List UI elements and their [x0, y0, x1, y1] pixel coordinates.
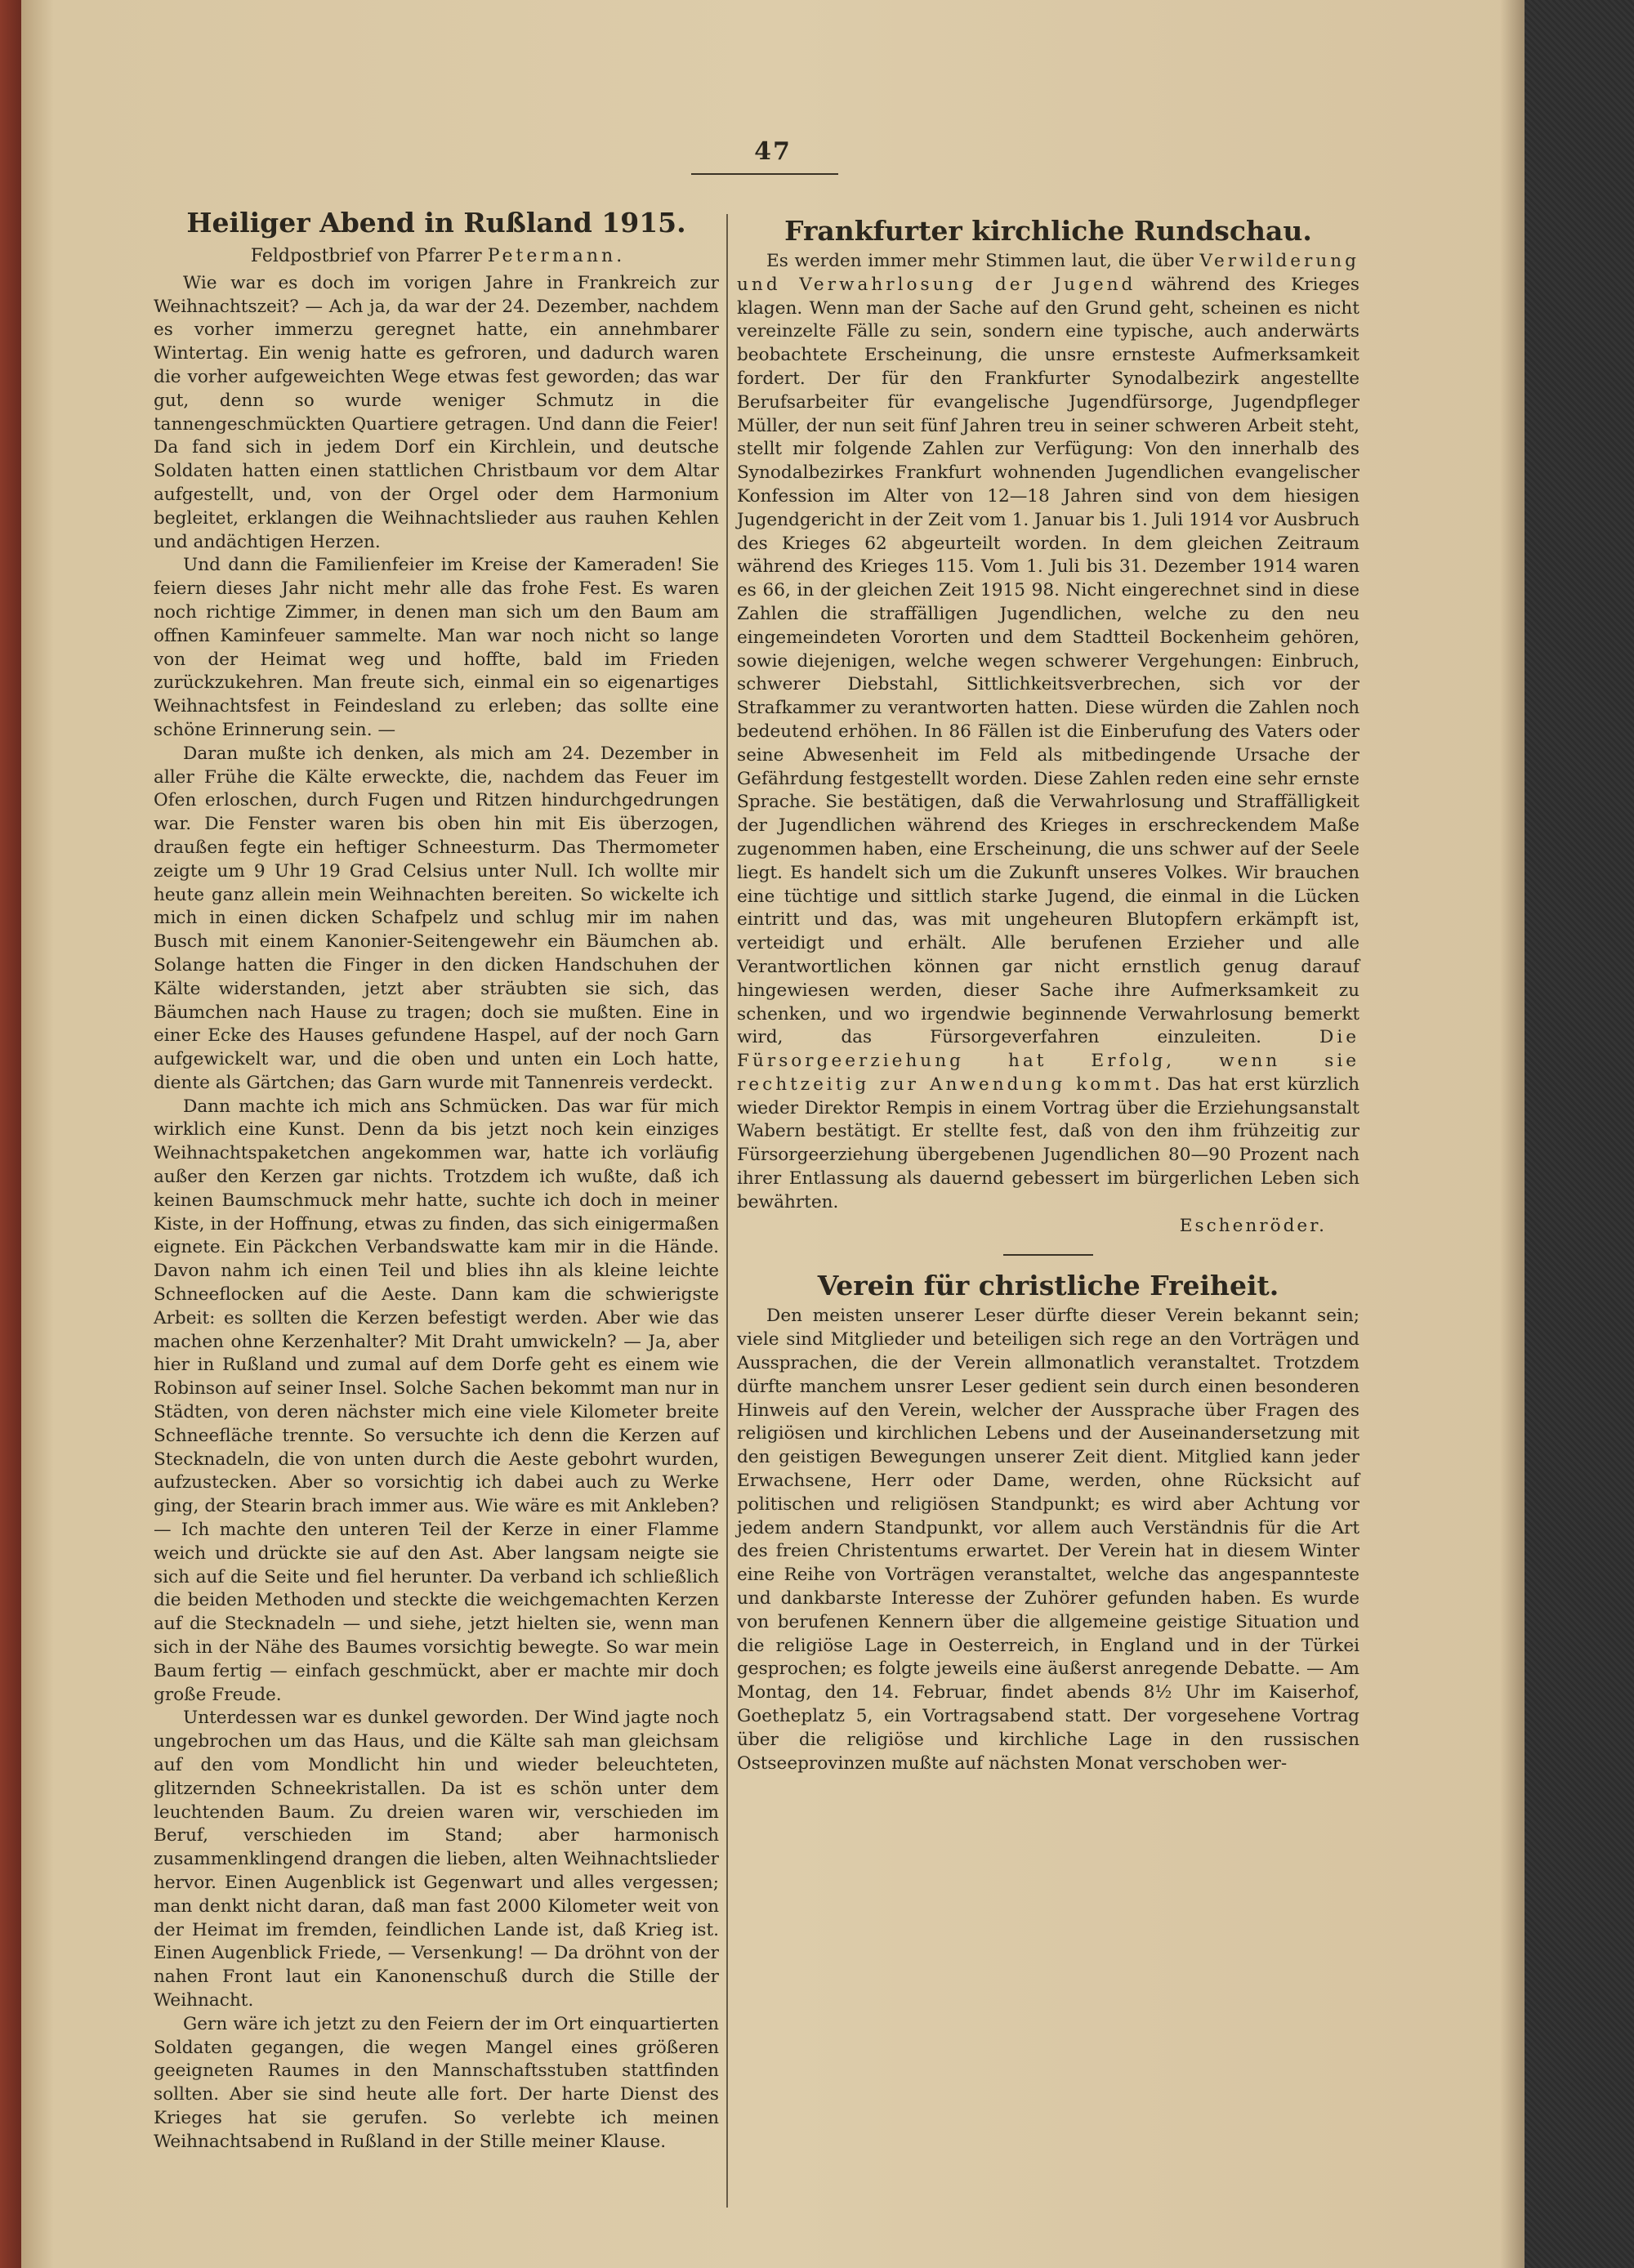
- text-run: während des Krieges klagen. Wenn man der Sache auf den Grund geht, scheinen es nicht vereinzelte Fälle zu sein, sondern eine typische, auch anderwärts beobachtete Erscheinung, die unsre ernsteste Aufmerksamkeit fordert. Der für den Frankfurter Synodalbezirk angestellte Berufsarbeiter für evangelische Jugendfürsorge, Jugendpfleger Müller, der nun seit fünf Jahren treu in seiner schweren Arbeit steht, stellt mir folgende Zahlen zur Verfügung: Von den innerhalb des Synodalbezirkes Frankfurt wohnenden Jugendlichen evangelischer Konfession im Alter von 12—18 Jahren sind von dem hiesigen Jugendgericht in der Zeit vom 1. Januar bis 1. Juli 1914 vor Ausbruch des Krieges 62 abgeurteilt worden. In dem gleichen Zeitraum während des Krieges 115. Vom 1. Juli bis 31. Dezember 1914 waren es 66, in der gleichen Zeit 1915 98. Nicht eingerechnet sind in diese Zahlen die straffälligen Jugendlichen, welche zu den neu eingemeindeten Vororten und dem Stadtteil Bockenheim gehören, sowie diejenigen, welche wegen schwerer Vergehungen: Einbruch, schwerer Diebstahl, Sittlichkeitsverbrechen, sich vor der Strafkammer zu verantworten hatten. Diese würden die Zahlen noch bedeutend erhöhen. In 86 Fällen ist die Einberufung des Vaters oder seine Abwesenheit im Feld als mitbedingende Ursache der Gefährdung festgestellt worden. Diese Zahlen reden eine sehr ernste Sprache. Sie bestätigen, daß die Verwahrlosung und Straffälligkeit der Jugendlichen während des Krieges in erschreckendem Maße zugenommen haben, eine Erscheinung, die uns schwer auf der Seele liegt. Es handelt sich um die Zukunft unseres Volkes. Wir brauchen eine tüchtige und sittlich starke Jugend, die einmal in die Lücken eintritt und das, was mit ungeheuren Blutopfern erkämpft ist, verteidigt und erhält. Alle berufenen Erzieher und alle Verantwortlichen können gar nicht ernstlich genug darauf hingewiesen werden, dieser Sache ihre Aufmerksamkeit zu schenken, und wo irgendwie beginnende Verwahrlosung bemerkt wird, das Fürsorgeverfahren einzuleiten.: [737, 274, 1359, 1048]
- text-run: . Das hat erst kürzlich wieder Direktor Rempis in einem Vortrag über die Erziehungsanstalt Wabern bestätigt. Er stellte fest, daß von den ihm frühzeitig zur Fürsorgeerziehung übergebenen Jugendlichen 80—90 Prozent nach ihrer Entlassung als dauernd gebessert im bürgerlichen Leben sich bewährten.: [737, 1074, 1359, 1212]
- text-run: Es werden immer mehr Stimmen laut, die über: [766, 251, 1200, 271]
- paragraph: Gern wäre ich jetzt zu den Feiern der im Ort einquartierten Soldaten gegangen, die wegen Mangel eines größeren geeigneten Raumes in den Mannschaftsstuben stattfinden sollten. Aber sie sind heute alle fort. Der harte Dienst des Krieges hat sie gerufen. So verlebte ich meinen Weihnachtsabend in Rußland in der Stille meiner Klause.: [154, 2013, 719, 2152]
- page-edge-shadow: [1500, 0, 1525, 2268]
- column-divider: [726, 214, 728, 2208]
- paragraph: Unterdessen war es dunkel geworden. Der Wind jagte noch ungebrochen um das Haus, und die Kälte sah man gleichsam auf den vom Mondlicht hin und wieder beleuchteten, glitzernden Schneekristallen. Da ist es schön unter dem leuchtenden Baum. Zu dreien waren wir, verschieden im Beruf, verschieden im Stand; aber harmonisch zusammenklingend drangen die lieben, alten Weihnachtslieder hervor. Einen Augenblick ist Gegenwart und alles vergessen; man denkt nicht daran, daß man fast 2000 Kilometer weit von der Heimat im fremden, feindlichen Lande ist, daß Krieg ist. Einen Augenblick Friede, — Versenkung! — Da dröhnt von der nahen Front laut ein Kanonenschuß durch die Stille der Weihnacht.: [154, 1708, 719, 2011]
- byline-prefix: Feldpostbrief von Pfarrer: [250, 246, 488, 266]
- book-cover-edge: [1525, 0, 1634, 2268]
- byline-author: Petermann: [487, 246, 617, 266]
- paragraph: [737, 250, 1359, 1215]
- paragraph: Dann machte ich mich ans Schmücken. Das war für mich wirklich eine Kunst. Denn da bis jetzt noch kein einziges Weihnachtspaketchen angekommen war, hatte ich vorläufig außer den Kerzen gar nichts. Trotzdem ich wußte, daß ich keinen Baumschmuck mehr hatte, suchte ich doch in meiner Kiste, in der Hoffnung, etwas zu finden, das sich einigermaßen eignete. Ein Päckchen Verbandswatte kam mir in die Hände. Davon nahm ich einen Teil und blies ihn als kleine leichte Schneeflocken auf die Aeste. Dann kam die schwierigste Arbeit: es sollten die Kerzen befestigt werden. Aber wie das machen ohne Kerzenhalter? Mit Draht umwickeln? — Ja, aber hier in Rußland und zumal auf dem Dorfe geht es einem wie Robinson auf seiner Insel. Solche Sachen bekommt man nur in Städten, von deren nächster mich eine viele Kilometer breite Schneefläche trennte. So versuchte ich denn die Kerzen auf Stecknadeln, die von unten durch die Aeste gebohrt wurden, aufzustecken. Aber so vorsichtig ich dabei auch zu Werke ging, der Stearin brach immer aus. Wie wäre es mit Ankleben? — Ich machte den unteren Teil der Kerze in einer Flamme weich und drückte sie auf den Ast. Aber langsam neigte sie sich auf die Seite und fiel herunter. Da verband ich schließlich die beiden Methoden und steckte die weichgemachten Kerzen auf die Stecknadeln — und siehe, jetzt hielten sie, wenn man sich in der Nähe des Baumes vorsichtig bewegte. So war mein Baum fertig — einfach geschmückt, aber er machte mir doch große Freude.: [154, 1096, 719, 1705]
- page-number: 47: [754, 137, 792, 166]
- article-title-verein: Verein für christliche Freiheit.: [817, 1270, 1279, 1302]
- emphasis-text: Die Fürsorgeerziehung hat Erfolg, wenn sie rechtzeitig zur Anwendung kommt: [737, 1027, 1359, 1095]
- byline-suffix: .: [616, 246, 623, 266]
- article-byline: [154, 245, 719, 269]
- article-signature: Eschenröder.: [1179, 1215, 1327, 1236]
- paragraph: Wie war es doch im vorigen Jahre in Frankreich zur Weihnachtszeit? — Ach ja, da war der 24. Dezember, nachdem es vorher immerzu geregnet hatte, ein annehmbarer Wintertag. Ein wenig hatte es gefroren, und dadurch waren die vorher aufgeweichten Wege etwas fest geworden; das war gut, denn so wurde weniger Schmutz in die tannengeschmückten Quartiere getragen. Und dann die Feier! Da fand sich in jedem Dorf ein Kirchlein, und deutsche Soldaten hatten einen stattlichen Christbaum vor dem Altar aufgestellt, und, von der Orgel oder dem Harmonium begleitet, erklangen die Weihnachtslieder aus rauhen Kehlen und andächtigen Herzen.: [154, 272, 719, 552]
- book-binding: [0, 0, 21, 2268]
- paragraph: Und dann die Familienfeier im Kreise der Kameraden! Sie feiern dieses Jahr nicht mehr alle das frohe Fest. Es waren noch richtige Zimmer, in denen man sich um den Baum am offnen Kaminfeuer sammelte. Man war noch nicht so lange von der Heimat weg und hoffte, bald im Frieden zurückzukehren. Man freute sich, einmal ein so eigenartiges Weihnachtsfest in Feindesland zu erleben; das sollte eine schöne Erinnerung sein. —: [154, 555, 719, 740]
- emphasis-text: Verwilderung und Verwahrlosung der Jugend: [737, 251, 1359, 295]
- paragraph: Den meisten unserer Leser dürfte dieser Verein bekannt sein; viele sind Mitglieder und beteiligen sich rege an den Vorträgen und Aussprachen, die der Verein allmonatlich veranstaltet. Trotzdem dürfte manchem unsrer Leser gedient sein durch einen besonderen Hinweis auf den Verein, welcher der Aussprache über Fragen des religiösen und kirchlichen Lebens und der Auseinandersetzung mit den geistigen Bewegungen unserer Zeit dient. Mitglied kann jeder Erwachsene, Herr oder Dame, werden, ohne Rücksicht auf politischen und religiösen Standpunkt; es wird aber Achtung vor jedem andern Standpunkt, vor allem auch Verständnis für die Art des freien Christentums erwartet. Der Verein hat in diesem Winter eine Reihe von Vorträgen veranstaltet, welche das angespannteste und dankbarste Interesse der Zuhörer gefunden haben. Es wurde von berufenen Kennern über die allgemeine geistige Situation und die religiöse Lage in Oesterreich, in England und in der Türkei gesprochen; es folgte jeweils eine äußerst anregende Debatte. — Am Montag, den 14. Februar, findet abends 8½ Uhr im Kaiserhof, Goetheplatz 5, ein Vortragsabend statt. Der vorgesehene Vortrag über die religiöse und kirchliche Lage in den russischen Ostseeprovinzen mußte auf nächsten Monat verschoben wer-: [737, 1306, 1359, 1774]
- left-column: [154, 204, 719, 2154]
- page-number-rule: [691, 173, 838, 175]
- article-title-frankfurter-rundschau: Frankfurter kirchliche Rundschau.: [784, 215, 1312, 247]
- article-title-heiliger-abend: Heiliger Abend in Rußland 1915.: [186, 207, 686, 239]
- paragraph: Daran mußte ich denken, als mich am 24. Dezember in aller Frühe die Kälte erweckte, die, nachdem das Feuer im Ofen erloschen, durch Fugen und Ritzen hindurchgedrungen war. Die Fenster waren bis oben hin mit Eis überzogen, draußen fegte ein heftiger Schneesturm. Das Thermometer zeigte um 9 Uhr 19 Grad Celsius unter Null. Ich wollte mir heute ganz allein mein Weihnachten bereiten. So wickelte ich mich in einen dicken Schafpelz und schlug mir im nahen Busch mit einem Kanonier-Seitengewehr ein Bäumchen ab. Solange hatten die Finger in den dicken Handschuhen der Kälte widerstanden, jetzt aber sträubten sie sich, das Bäumchen nach Hause zu tragen; doch sie mußten. Eine in einer Ecke des Hauses gefundene Haspel, auf der noch Garn aufgewickelt war, und die oben und unten ein Loch hatte, diente als Gärtchen; das Garn wurde mit Tannenreis verdeckt.: [154, 743, 719, 1093]
- article-separator: [1003, 1254, 1093, 1256]
- right-column-content: [737, 206, 1359, 1775]
